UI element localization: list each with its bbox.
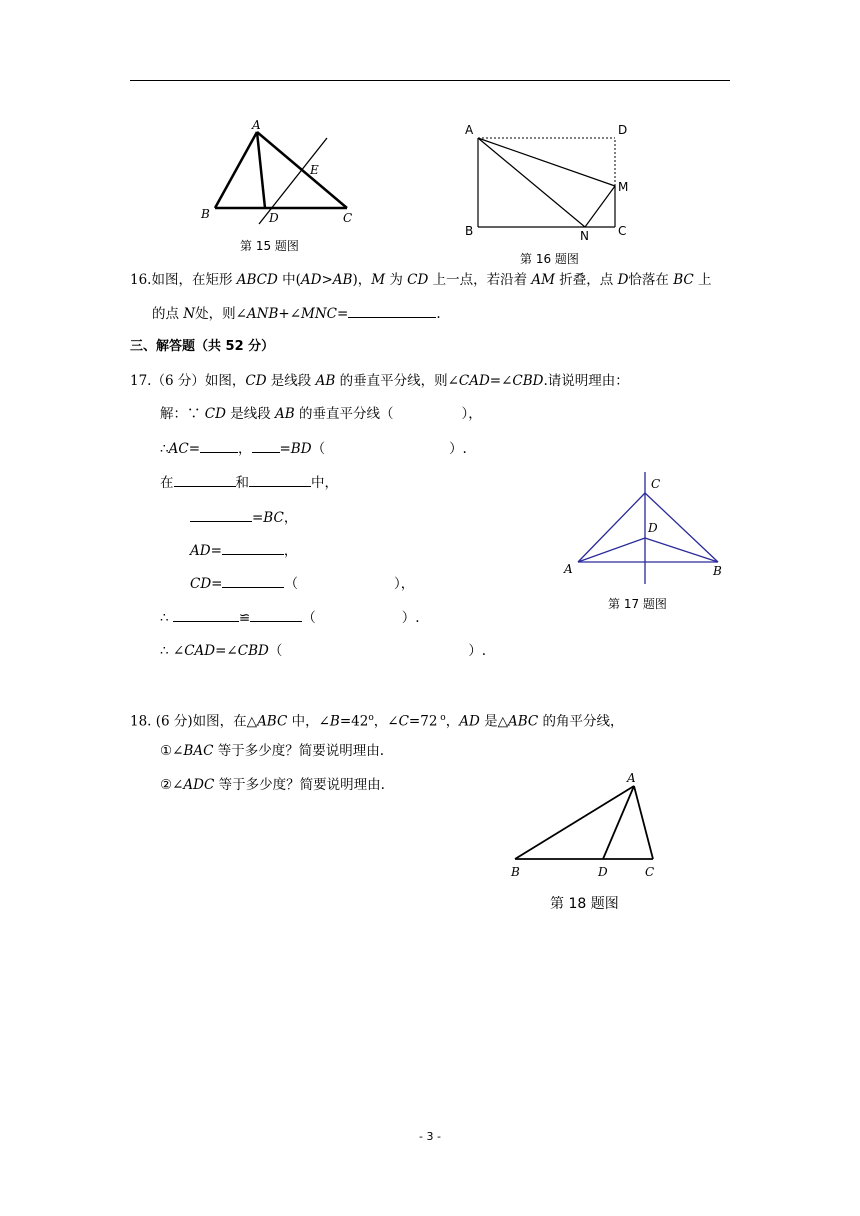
fig15-label-d: D bbox=[269, 211, 279, 225]
header-rule bbox=[130, 80, 730, 81]
q17-blank-side1[interactable] bbox=[190, 507, 252, 522]
q16-answer-blank[interactable] bbox=[348, 303, 436, 318]
q17-blank-cong2[interactable] bbox=[250, 607, 302, 622]
q17-solution-line7: ∴ ≌ （ ）. bbox=[160, 607, 420, 628]
figure-16 bbox=[460, 120, 640, 242]
fig15-label-c: C bbox=[343, 211, 353, 225]
figure-15 bbox=[195, 112, 370, 230]
q17-solution-line3: 在 和 中， bbox=[160, 472, 338, 493]
q16-line2: 的点 N处，则∠ANB+∠MNC= . bbox=[152, 303, 441, 324]
q17-solution-line8: ∴ ∠CAD=∠CBD（ ）. bbox=[160, 643, 487, 659]
q17-blank-tri1[interactable] bbox=[174, 472, 236, 487]
q17-blank-bd[interactable] bbox=[252, 438, 280, 453]
fig15-label-e: E bbox=[310, 163, 319, 177]
fig18-label-b: B bbox=[511, 865, 520, 879]
fig16-label-a: A bbox=[465, 123, 474, 137]
q17-solution-line4: =BC， bbox=[190, 507, 297, 528]
q17-blank-cong1[interactable] bbox=[173, 607, 239, 622]
fig16-label-c: C bbox=[618, 224, 627, 238]
q18-stem: 18. (6 分)如图，在△ABC 中，$\angle B=42^o$，∠C=72 $^o$，AD 是△ABC 的角平分线， bbox=[130, 713, 624, 730]
fig18-caption: 第 18 题图 bbox=[550, 896, 619, 912]
section3-title: 三、解答题（共 52 分） bbox=[130, 339, 275, 354]
q17-solution-line2: ∴AC= ， =BD（ ）. bbox=[160, 438, 467, 459]
fig16-label-m: M bbox=[618, 180, 629, 194]
figure-17 bbox=[560, 466, 730, 590]
q16-line1: 16.如图，在矩形 ABCD 中(AD>AB)，M 为 CD 上一点，若沿着 AM 折叠，点 D恰落在 BC 上 bbox=[130, 272, 712, 288]
q18-sub2: ②∠ADC 等于多少度？简要说明理由. bbox=[160, 777, 385, 793]
q17-stem: 17.（6 分）如图，CD 是线段 AB 的垂直平分线，则∠CAD=∠CBD.请说明理由： bbox=[130, 373, 629, 389]
fig16-label-b: B bbox=[465, 224, 474, 238]
q17-blank-side2[interactable] bbox=[222, 540, 284, 555]
fig17-label-c: C bbox=[651, 477, 661, 491]
fig15-label-b: B bbox=[201, 207, 210, 221]
q17-solution-line1: 解：∵ CD 是线段 AB 的垂直平分线（ ）， bbox=[160, 406, 482, 422]
q17-solution-line5: AD= ， bbox=[190, 540, 297, 561]
q17-blank-tri2[interactable] bbox=[249, 472, 311, 487]
q17-solution-line6: CD= （ ）， bbox=[190, 573, 414, 594]
fig17-label-d: D bbox=[648, 521, 658, 535]
fig16-label-d: D bbox=[618, 123, 628, 137]
fig18-label-a: A bbox=[627, 771, 636, 785]
fig15-caption: 第 15 题图 bbox=[240, 239, 299, 253]
q18-sub1: ①∠BAC 等于多少度？简要说明理由. bbox=[160, 743, 385, 759]
fig18-label-c: C bbox=[645, 865, 655, 879]
figure-18 bbox=[505, 770, 665, 882]
fig15-label-a: A bbox=[252, 118, 261, 132]
fig17-label-a: A bbox=[564, 562, 573, 576]
fig17-caption: 第 17 题图 bbox=[608, 597, 667, 611]
fig18-label-d: D bbox=[598, 865, 608, 879]
page-number: - 3 - bbox=[419, 1130, 441, 1143]
fig16-label-n: N bbox=[580, 229, 589, 242]
fig17-label-b: B bbox=[713, 564, 722, 578]
fig16-caption: 第 16 题图 bbox=[520, 252, 579, 266]
q17-blank-side3[interactable] bbox=[222, 573, 284, 588]
q17-blank-ac[interactable] bbox=[200, 438, 238, 453]
